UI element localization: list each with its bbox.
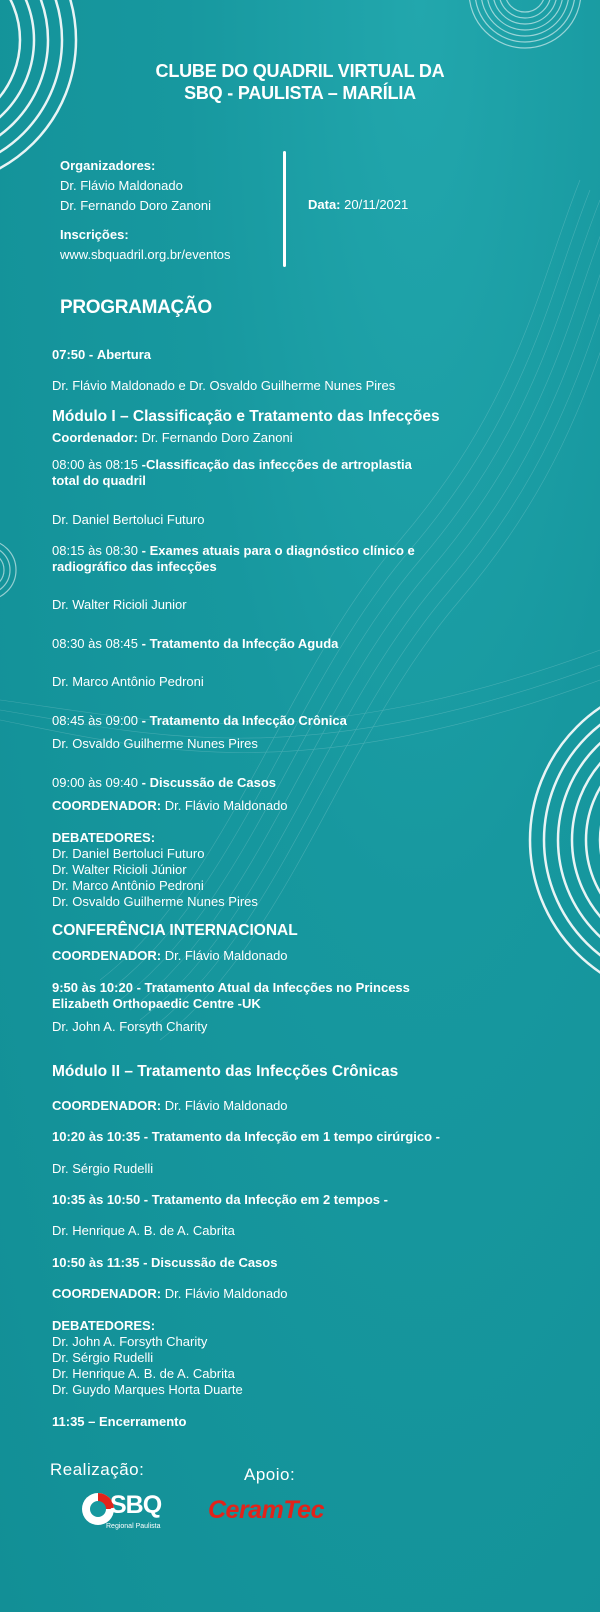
opening-speakers: Dr. Flávio Maldonado e Dr. Osvaldo Guilherme Nunes Pires <box>52 378 396 393</box>
debater: Dr. Henrique A. B. de A. Cabrita <box>52 1366 235 1381</box>
talk-title-cont: radiográfico das infecções <box>52 559 217 574</box>
talk-3 <box>52 636 338 652</box>
debater: Dr. John A. Forsyth Charity <box>52 1334 208 1349</box>
coordinator-label: COORDENADOR: <box>52 948 162 963</box>
sbq-logo <box>78 1488 164 1536</box>
debaters-label: DEBATEDORES: <box>52 830 156 845</box>
organizer-name: Dr. Fernando Doro Zanoni <box>60 198 212 213</box>
debater: Dr. Osvaldo Guilherme Nunes Pires <box>52 894 258 909</box>
talk-time: 08:00 às 08:15 <box>52 457 139 472</box>
talk-2-cont <box>52 559 217 575</box>
debater: Dr. Daniel Bertoluci Futuro <box>52 846 205 861</box>
sbq-logo-text: SBQ <box>110 1491 162 1519</box>
module2-debaters-label <box>52 1318 155 1334</box>
conference-talk <box>52 980 410 996</box>
talk-title-cont: Elizabeth Orthopaedic Centre -UK <box>52 996 261 1011</box>
talk-title-cont: total do quadril <box>52 473 146 488</box>
talk-1 <box>52 457 412 473</box>
module2-coordinator-2 <box>52 1286 288 1302</box>
coordinator-label: COORDENADOR: <box>52 1098 162 1113</box>
talk-title: 10:20 às 10:35 - Tratamento da Infecção em 1 tempo cirúrgico - <box>52 1129 440 1144</box>
module2-talk-2 <box>52 1192 388 1208</box>
talk-1-cont <box>52 473 146 489</box>
opening-line <box>52 347 151 363</box>
coordinator-name: Dr. Flávio Maldonado <box>164 1098 288 1113</box>
talk-title: -Classificação das infecções de artroplastia <box>138 457 412 472</box>
module1-coordinator-2 <box>52 798 288 814</box>
talk-title: - Tratamento da Infecção Crônica <box>138 713 347 728</box>
divider <box>283 151 286 267</box>
coordinator-name: Dr. Flávio Maldonado <box>164 1286 288 1301</box>
module2-talk-1 <box>52 1129 440 1145</box>
talk-1-speaker: Dr. Daniel Bertoluci Futuro <box>52 512 205 527</box>
talk-title: 9:50 às 10:20 - Tratamento Atual da Infecções no Princess <box>52 980 410 995</box>
event-title-line1: CLUBE DO QUADRIL VIRTUAL DA <box>155 61 445 81</box>
debater: Dr. Walter Ricioli Júnior <box>52 862 187 877</box>
coordinator-label: COORDENADOR: <box>52 1286 162 1301</box>
module2-talk-3 <box>52 1255 277 1271</box>
debater: Dr. Guydo Marques Horta Duarte <box>52 1382 243 1397</box>
organizers-label: Organizadores: <box>60 158 156 173</box>
module1-debaters-label <box>52 830 155 846</box>
talk-3-speaker: Dr. Marco Antônio Pedroni <box>52 674 204 689</box>
conference-talk-cont <box>52 996 261 1012</box>
debater: Dr. Marco Antônio Pedroni <box>52 878 204 893</box>
talk-2-speaker: Dr. Walter Ricioli Junior <box>52 597 187 612</box>
opening-time: 07:50 - <box>52 347 94 362</box>
talk-5 <box>52 775 276 791</box>
talk-4 <box>52 713 347 729</box>
closing-label: 11:35 – Encerramento <box>52 1414 187 1429</box>
coordinator-name: Dr. Fernando Doro Zanoni <box>141 430 293 445</box>
conference-title: CONFERÊNCIA INTERNACIONAL <box>52 922 298 939</box>
talk-title: 10:50 às 11:35 - Discussão de Casos <box>52 1255 278 1270</box>
conference-coordinator <box>52 948 288 964</box>
talk-time: 08:30 às 08:45 <box>52 636 139 651</box>
apoio-label: Apoio: <box>244 1465 296 1484</box>
coordinator-label: Coordenador: <box>52 430 138 445</box>
sbq-subtitle: Regional Paulista <box>106 1523 161 1530</box>
event-title <box>0 60 600 104</box>
talk-time: 08:45 às 09:00 <box>52 713 139 728</box>
opening-label: Abertura <box>96 347 152 362</box>
debater: Dr. Sérgio Rudelli <box>52 1350 154 1365</box>
module2-talk-1-speaker: Dr. Sérgio Rudelli <box>52 1161 154 1176</box>
coordinator-label: COORDENADOR: <box>52 798 162 813</box>
talk-title: - Exames atuais para o diagnóstico clínico e <box>138 543 415 558</box>
module1-coordinator <box>52 430 293 446</box>
event-date <box>308 197 408 212</box>
realizacao-label: Realização: <box>50 1460 145 1479</box>
event-title-line2: SBQ - PAULISTA – MARÍLIA <box>184 83 416 103</box>
talk-title: - Discussão de Casos <box>138 775 277 790</box>
module1-title: Módulo I – Classificação e Tratamento das Infecções <box>52 408 440 425</box>
program-heading: PROGRAMAÇÃO <box>60 297 212 318</box>
coordinator-name: Dr. Flávio Maldonado <box>164 948 288 963</box>
talk-title: 10:35 às 10:50 - Tratamento da Infecção em 2 tempos - <box>52 1192 388 1207</box>
registration-url[interactable]: www.sbquadril.org.br/eventos <box>60 247 231 262</box>
date-value: 20/11/2021 <box>344 197 409 212</box>
module2-talk-2-speaker: Dr. Henrique A. B. de A. Cabrita <box>52 1223 235 1238</box>
conference-speaker: Dr. John A. Forsyth Charity <box>52 1019 208 1034</box>
coordinator-name: Dr. Flávio Maldonado <box>164 798 288 813</box>
closing <box>52 1414 186 1430</box>
talk-title: - Tratamento da Infecção Aguda <box>138 636 339 651</box>
talk-time: 08:15 às 08:30 <box>52 543 139 558</box>
debaters-label: DEBATEDORES: <box>52 1318 156 1333</box>
module2-coordinator <box>52 1098 288 1114</box>
registration-label: Inscrições: <box>60 227 129 242</box>
organizer-name: Dr. Flávio Maldonado <box>60 178 183 193</box>
talk-2 <box>52 543 415 559</box>
date-label: Data: <box>308 197 341 212</box>
organizers-block <box>60 156 231 265</box>
ceramtec-logo-text: CeramTec <box>208 1496 324 1524</box>
ceramtec-logo <box>208 1496 324 1525</box>
talk-time: 09:00 às 09:40 <box>52 775 139 790</box>
talk-4-speaker: Dr. Osvaldo Guilherme Nunes Pires <box>52 736 258 751</box>
module2-title: Módulo II – Tratamento das Infecções Crônicas <box>52 1063 399 1080</box>
